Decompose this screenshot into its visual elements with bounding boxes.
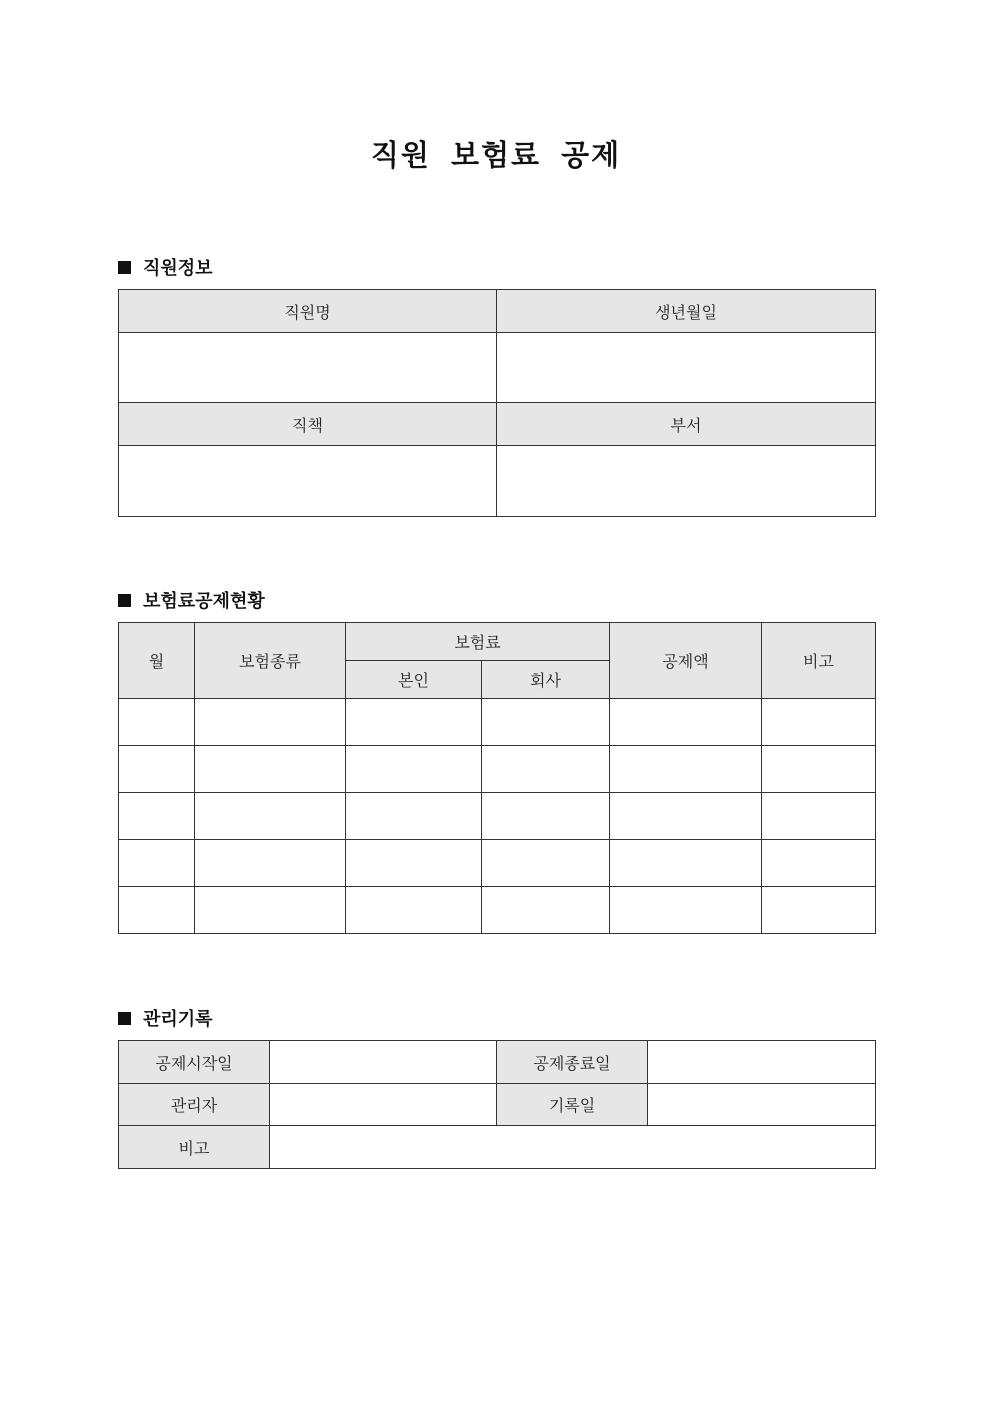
self-share-header: 본인 (346, 661, 482, 699)
deduction-amount-header: 공제액 (610, 623, 762, 699)
month-header: 월 (119, 623, 195, 699)
section-deduction-status-heading (118, 587, 265, 613)
deduction-amount-cell[interactable] (610, 840, 762, 887)
birth-date-label: 생년월일 (497, 290, 876, 333)
manager-label: 관리자 (119, 1084, 270, 1126)
record-date-label: 기록일 (497, 1084, 648, 1126)
department-label: 부서 (497, 403, 876, 446)
department-field[interactable] (497, 446, 876, 517)
end-date-label: 공제종료일 (497, 1041, 648, 1084)
company-share-cell[interactable] (482, 793, 610, 840)
self-share-cell[interactable] (346, 746, 482, 793)
month-cell[interactable] (119, 840, 195, 887)
table-row (119, 887, 876, 934)
company-share-header: 회사 (482, 661, 610, 699)
position-field[interactable] (119, 446, 497, 517)
deduction-status-table (118, 622, 876, 934)
section-management-heading (118, 1005, 213, 1031)
deduction-amount-cell[interactable] (610, 793, 762, 840)
record-date-field[interactable] (648, 1084, 876, 1126)
self-share-cell[interactable] (346, 699, 482, 746)
self-share-cell[interactable] (346, 840, 482, 887)
employee-name-label: 직원명 (119, 290, 497, 333)
note-cell[interactable] (762, 793, 876, 840)
self-share-cell[interactable] (346, 793, 482, 840)
company-share-cell[interactable] (482, 887, 610, 934)
insurance-type-cell[interactable] (195, 699, 346, 746)
note-label: 비고 (119, 1126, 270, 1169)
position-label: 직책 (119, 403, 497, 446)
start-date-field[interactable] (270, 1041, 497, 1084)
deduction-amount-cell[interactable] (610, 746, 762, 793)
company-share-cell[interactable] (482, 699, 610, 746)
page-title: 직원 보험료 공제 (370, 138, 622, 172)
employee-info-table (118, 289, 876, 517)
insurance-type-cell[interactable] (195, 746, 346, 793)
month-cell[interactable] (119, 887, 195, 934)
company-share-cell[interactable] (482, 840, 610, 887)
insurance-type-cell[interactable] (195, 840, 346, 887)
note-field[interactable] (270, 1126, 876, 1169)
square-bullet-icon (118, 594, 131, 607)
note-cell[interactable] (762, 699, 876, 746)
section-title: 보험료공제현황 (143, 591, 265, 612)
deduction-amount-cell[interactable] (610, 699, 762, 746)
note-header: 비고 (762, 623, 876, 699)
self-share-cell[interactable] (346, 887, 482, 934)
month-cell[interactable] (119, 699, 195, 746)
manager-field[interactable] (270, 1084, 497, 1126)
section-title: 직원정보 (143, 258, 213, 279)
deduction-amount-cell[interactable] (610, 887, 762, 934)
start-date-label: 공제시작일 (119, 1041, 270, 1084)
note-cell[interactable] (762, 840, 876, 887)
birth-date-field[interactable] (497, 333, 876, 403)
section-employee-info-heading (118, 254, 213, 280)
month-cell[interactable] (119, 746, 195, 793)
insurance-type-cell[interactable] (195, 887, 346, 934)
square-bullet-icon (118, 1012, 131, 1025)
management-record-table (118, 1040, 876, 1169)
insurance-type-cell[interactable] (195, 793, 346, 840)
table-row (119, 840, 876, 887)
note-cell[interactable] (762, 746, 876, 793)
company-share-cell[interactable] (482, 746, 610, 793)
end-date-field[interactable] (648, 1041, 876, 1084)
insurance-type-header: 보험종류 (195, 623, 346, 699)
premium-header: 보험료 (346, 623, 610, 661)
table-row (119, 793, 876, 840)
month-cell[interactable] (119, 793, 195, 840)
table-row (119, 699, 876, 746)
section-title: 관리기록 (143, 1009, 213, 1030)
table-row (119, 746, 876, 793)
note-cell[interactable] (762, 887, 876, 934)
square-bullet-icon (118, 261, 131, 274)
employee-name-field[interactable] (119, 333, 497, 403)
